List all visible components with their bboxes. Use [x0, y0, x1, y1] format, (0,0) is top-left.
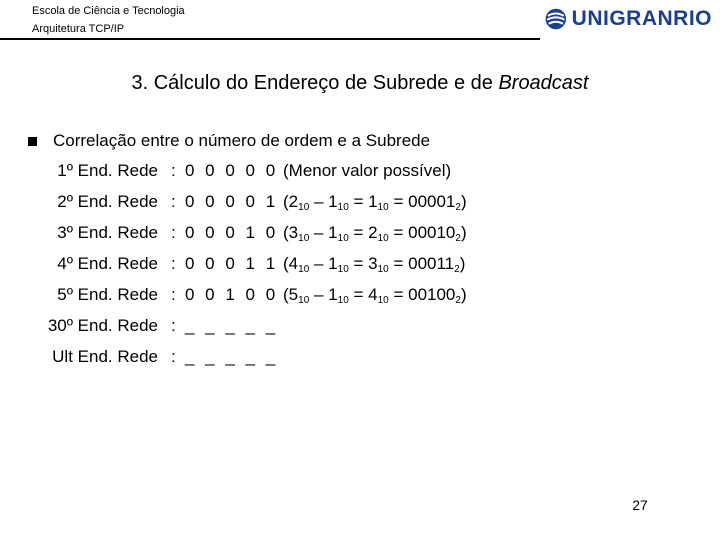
row-bits: _ _ _ _ _: [185, 316, 279, 335]
eq-base-c: 10: [377, 202, 389, 213]
row-label: 4º End. Rede: [57, 254, 158, 273]
row-bits: _ _ _ _ _: [185, 347, 279, 366]
eq-binary: 00011: [408, 254, 455, 273]
globe-icon: [544, 4, 568, 34]
eq-operand-b: 1: [328, 223, 338, 242]
eq-operand-a: 2: [288, 192, 299, 211]
slide-title-emphasis: Broadcast: [498, 72, 589, 94]
eq-base-b: 10: [337, 233, 349, 244]
row-label: 1º End. Rede: [57, 161, 158, 180]
row-colon: :: [171, 285, 176, 304]
row-bits: 0 0 0 0 0: [185, 161, 279, 180]
address-row: [0, 223, 720, 251]
eq-operand-a: 4: [288, 254, 299, 273]
row-equation: $(5_{10} - 1_{10} = 4_{10} = 00100_2)$: [283, 285, 467, 306]
eq-base-c: 10: [377, 233, 389, 244]
address-row: [0, 316, 720, 344]
logo-text: UNIGRANRIO: [571, 7, 712, 30]
eq-binary: 00010: [408, 223, 456, 242]
page-number: 27: [632, 497, 648, 513]
eq-result: 3: [368, 254, 378, 273]
row-bits: 0 0 1 0 0: [185, 285, 279, 304]
eq-operand-b: 1: [328, 254, 338, 273]
eq-result: 2: [368, 223, 378, 242]
eq-base-a: 10: [298, 202, 310, 213]
row-colon: :: [171, 316, 176, 335]
eq-operand-a: 5: [288, 285, 299, 304]
eq-base-bin: 2: [454, 264, 460, 275]
row-label: 30º End. Rede: [47, 316, 158, 335]
eq-operand-b: 1: [328, 192, 338, 211]
slide-title-main: 3. Cálculo do Endereço de Subrede e de: [131, 72, 499, 94]
row-colon: :: [171, 223, 176, 242]
row-label: 3º End. Rede: [57, 223, 158, 242]
row-colon: :: [171, 254, 176, 273]
row-bits: 0 0 0 0 1: [185, 192, 279, 211]
slide-title: [0, 72, 720, 95]
bullet-square-icon: [28, 137, 37, 146]
row-label: 5º End. Rede: [57, 285, 158, 304]
row-bits: 0 0 0 1 1: [185, 254, 279, 273]
row-label: Ult End. Rede: [52, 347, 158, 366]
eq-base-bin: 2: [455, 233, 461, 244]
row-colon: :: [171, 347, 176, 366]
eq-base-b: 10: [337, 202, 349, 213]
unigranrio-logo: [544, 0, 712, 38]
header-divider: [0, 38, 540, 40]
address-row: [0, 161, 720, 189]
eq-result: 4: [368, 285, 378, 304]
address-row: [0, 192, 720, 220]
address-row: [0, 347, 720, 375]
eq-base-c: 10: [377, 264, 389, 275]
eq-binary: 00001: [408, 192, 456, 211]
eq-base-bin: 2: [455, 295, 461, 306]
row-equation: $(2_{10} - 1_{10} = 1_{10} = 00001_2)$: [283, 192, 467, 213]
address-row: [0, 254, 720, 282]
row-note: (Menor valor possível): [283, 161, 452, 180]
row-label: 2º End. Rede: [57, 192, 158, 211]
row-bits: 0 0 0 1 0: [185, 223, 279, 242]
eq-base-a: 10: [298, 295, 310, 306]
row-colon: :: [171, 161, 176, 180]
row-equation: $(4_{10} - 1_{10} = 3_{10} = 00011_2)$: [283, 254, 466, 275]
address-row: [0, 285, 720, 313]
eq-operand-b: 1: [328, 285, 338, 304]
eq-base-c: 10: [377, 295, 389, 306]
eq-base-bin: 2: [455, 202, 461, 213]
eq-operand-a: 3: [288, 223, 299, 242]
eq-base-a: 10: [298, 264, 310, 275]
eq-base-b: 10: [337, 295, 349, 306]
school-name: Escola de Ciência e Tecnologia: [32, 5, 185, 17]
eq-base-a: 10: [298, 233, 310, 244]
course-name: Arquitetura TCP/IP: [32, 23, 125, 35]
bullet-text: Correlação entre o número de ordem e a Subrede: [53, 131, 431, 150]
row-colon: :: [171, 192, 176, 211]
eq-result: 1: [368, 192, 378, 211]
row-equation: $(3_{10} - 1_{10} = 2_{10} = 00010_2)$: [283, 223, 467, 244]
eq-binary: 00100: [408, 285, 456, 304]
eq-base-b: 10: [337, 264, 349, 275]
